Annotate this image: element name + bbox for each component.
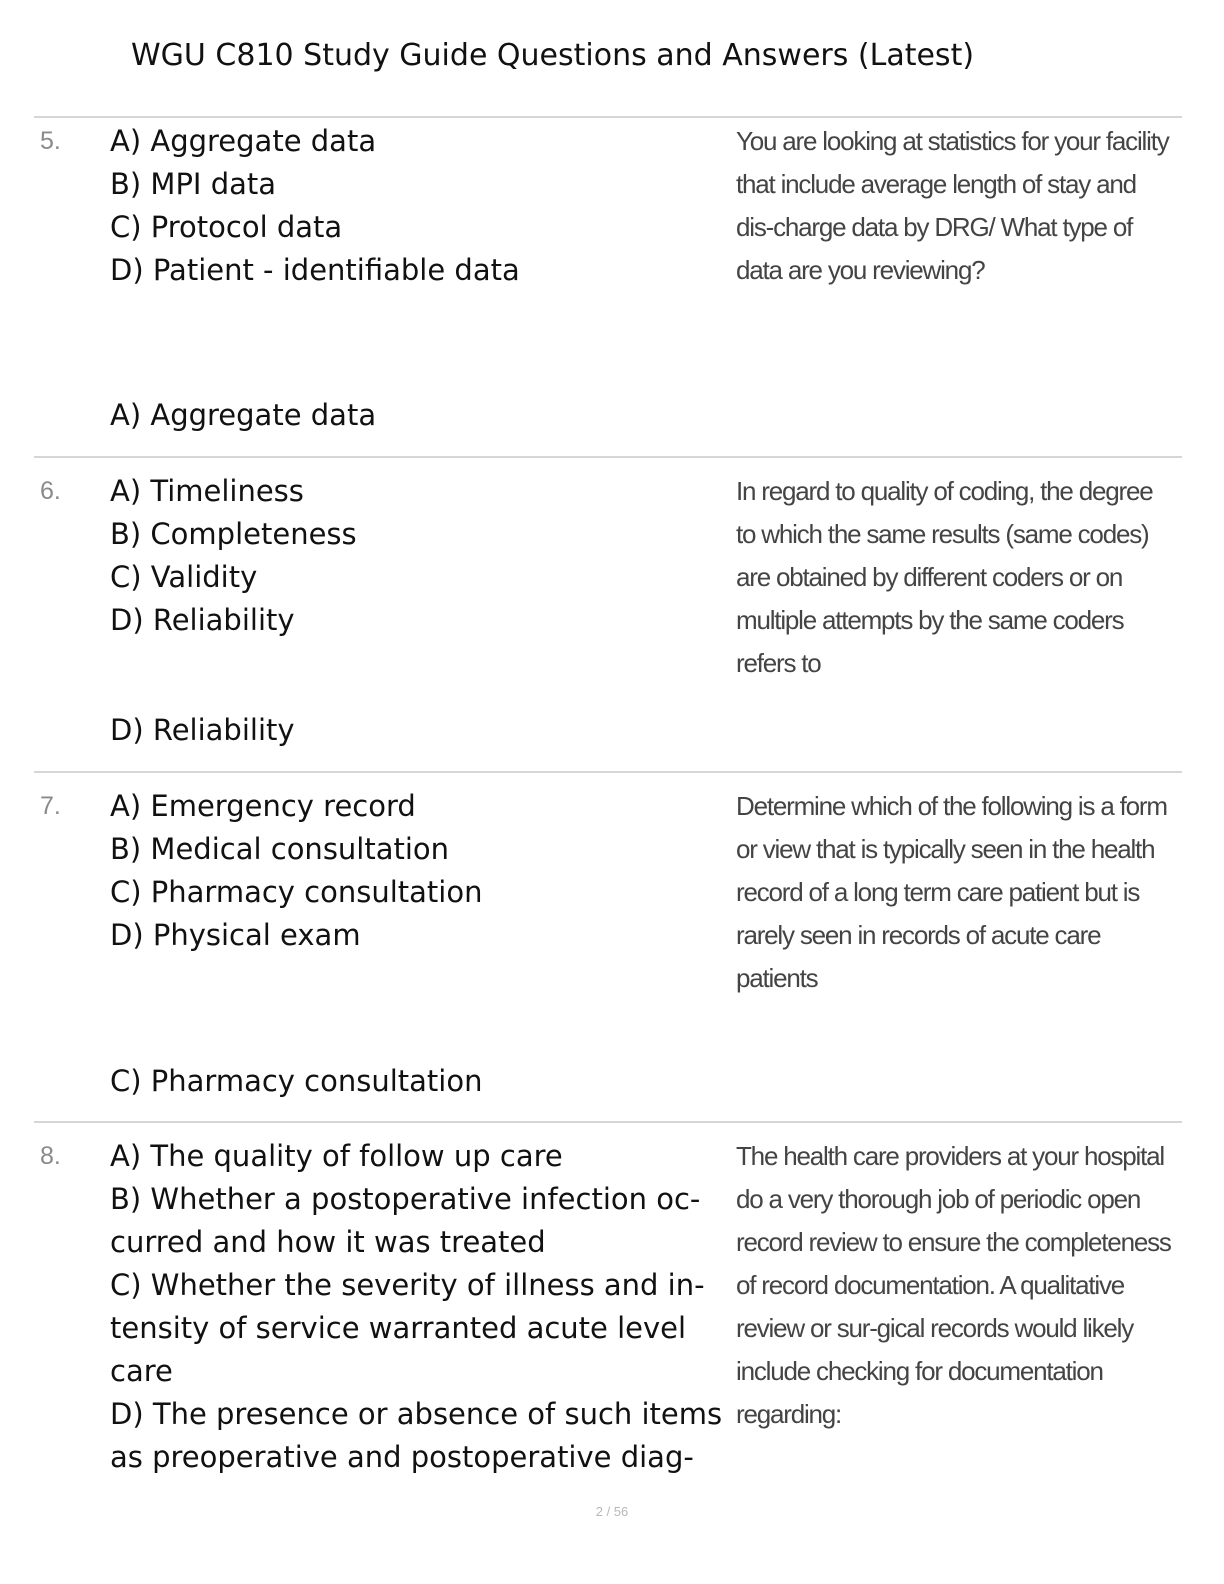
question-number: 8. [40, 1142, 61, 1170]
question-number: 6. [40, 477, 61, 505]
page-indicator: 2 / 56 [595, 1504, 629, 1519]
correct-answer: C) Pharmacy consultation [110, 1064, 483, 1098]
option-b: B) Whether a postoperative infection oc-curred and how it was treated [110, 1182, 701, 1259]
option-c: C) Whether the severity of illness and in-tensity of service warranted acute level care [110, 1268, 705, 1388]
option-a: A) Aggregate data [110, 124, 377, 158]
divider [34, 1121, 1182, 1123]
document-title: WGU C810 Study Guide Questions and Answers (Latest) [131, 38, 975, 73]
question-number: 5. [40, 127, 61, 155]
option-b: B) Completeness [110, 517, 357, 551]
answer-options [110, 470, 730, 642]
question-prompt: The health care providers at your hospital do a very thorough job of periodic open record review to ensure the completeness of record documentation. A qualitative review or sur-gical records would likely include checking for documentation regarding: [736, 1141, 1171, 1429]
answer-options [110, 120, 730, 292]
option-a: A) Timeliness [110, 474, 304, 508]
answer-options [110, 1135, 730, 1479]
option-d: D) Patient - identifiable data [110, 253, 520, 287]
answer-options [110, 785, 730, 957]
divider [34, 116, 1182, 118]
option-c: C) Validity [110, 560, 258, 594]
option-a: A) Emergency record [110, 789, 416, 823]
option-c: C) Pharmacy consultation [110, 875, 483, 909]
divider [34, 771, 1182, 773]
option-c: C) Protocol data [110, 210, 343, 244]
option-d: D) Reliability [110, 603, 295, 637]
question-number: 7. [40, 792, 61, 820]
question-prompt: In regard to quality of coding, the degree to which the same results (same codes) are obtained by different coders or on multiple attempts by the same coders refers to [736, 476, 1153, 678]
option-b: B) Medical consultation [110, 832, 450, 866]
correct-answer: D) Reliability [110, 713, 295, 747]
correct-answer: A) Aggregate data [110, 398, 377, 432]
option-b: B) MPI data [110, 167, 277, 201]
question-prompt: You are looking at statistics for your facility that include average length of stay and dis-charge data by DRG/ What type of data are you reviewing? [736, 126, 1169, 285]
option-d: D) Physical exam [110, 918, 361, 952]
option-a: A) The quality of follow up care [110, 1139, 563, 1173]
option-d: D) The presence or absence of such items as preoperative and postoperative diag- [110, 1397, 723, 1474]
divider [34, 456, 1182, 458]
question-prompt: Determine which of the following is a form or view that is typically seen in the health record of a long term care patient but is rarely seen in records of acute care patients [736, 791, 1167, 993]
